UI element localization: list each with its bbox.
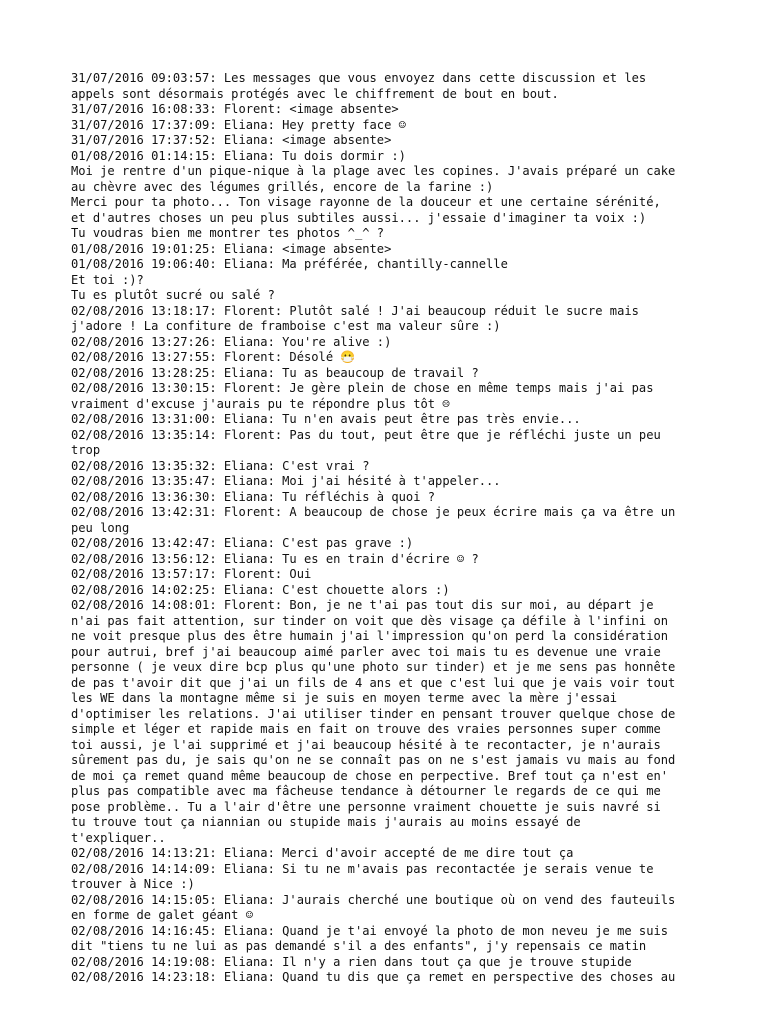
- transcript-line: 02/08/2016 13:28:25: Eliana: Tu as beaucoup de travail ?: [71, 365, 479, 380]
- transcript-line: pour autrui, bref j'ai beaucoup aimé parler avec toi mais tu es devenue une vraie: [71, 644, 661, 659]
- transcript-line: sûrement pas du, je sais qu'on ne se connaît pas on ne s'est jamais vu mais au fond: [71, 753, 676, 767]
- transcript-line: 02/08/2016 13:42:47: Eliana: C'est pas grave :): [71, 536, 414, 550]
- transcript-line: de moi ça remet quand même beaucoup de chose en perpective. Bref tout ça n'est en': [71, 768, 669, 783]
- transcript-line: 01/08/2016 19:06:40: Eliana: Ma préférée, chantilly-cannelle: [71, 257, 508, 271]
- transcript-line: tu trouve tout ça niannian ou stupide mais j'aurais au moins essayé de: [71, 815, 581, 829]
- transcript-line: d'optimiser les relations. J'ai utiliser tinder en pensant trouver quelque chose de: [71, 706, 676, 721]
- transcript-line: 02/08/2016 14:19:08: Eliana: Il n'y a rien dans tout ça que je trouve stupide: [71, 954, 632, 969]
- transcript-line: 31/07/2016 17:37:52: Eliana: <image absente>: [71, 133, 392, 147]
- transcript-line: 02/08/2016 13:42:31: Florent: A beaucoup de chose je peux écrire mais ça va être un: [71, 505, 676, 519]
- transcript-line: 02/08/2016 13:35:32: Eliana: C'est vrai ?: [71, 458, 370, 473]
- transcript-line: de pas t'avoir dit que j'ai un fils de 4 ans et que c'est lui que je vais voir tout: [71, 675, 676, 690]
- transcript-line: trop: [71, 443, 101, 457]
- transcript-line: 02/08/2016 13:31:00: Eliana: Tu n'en avais peut être pas très envie...: [71, 412, 581, 426]
- transcript-line: 01/08/2016 19:01:25: Eliana: <image absente>: [71, 241, 392, 256]
- transcript-line: au chèvre avec des légumes grillés, encore de la farine :): [71, 179, 494, 194]
- transcript-line: plus pas compatible avec ma fâcheuse tendance à détourner le regards de ce qui me: [71, 784, 661, 798]
- transcript-line: 02/08/2016 14:13:21: Eliana: Merci d'avoir accepté de me dire tout ça: [71, 846, 574, 860]
- transcript-line: Et toi :)?: [71, 272, 144, 287]
- transcript-line: 31/07/2016 17:37:09: Eliana: Hey pretty face ☺: [71, 117, 406, 132]
- transcript-line: 02/08/2016 13:35:47: Eliana: Moi j'ai hésité à t'appeler...: [71, 474, 501, 488]
- transcript-line: 02/08/2016 13:36:30: Eliana: Tu réfléchis à quoi ?: [71, 489, 436, 504]
- transcript-line: 02/08/2016 14:14:09: Eliana: Si tu ne m'avais pas recontactée je serais venue te: [71, 861, 654, 876]
- transcript-line: 02/08/2016 13:35:14: Florent: Pas du tout, peut être que je réfléchi juste un peu: [71, 427, 661, 442]
- transcript-line: en forme de galet géant ☺: [71, 908, 254, 922]
- transcript-line: 31/07/2016 16:08:33: Florent: <image absente>: [71, 102, 399, 116]
- transcript-line: Tu voudras bien me montrer tes photos ^_^ ?: [71, 226, 385, 240]
- transcript-line: 02/08/2016 14:16:45: Eliana: Quand je t'ai envoyé la photo de mon neveu je me suis: [71, 923, 669, 938]
- transcript-line: Moi je rentre d'un pique-nique à la plage avec les copines. J'avais préparé un cake: [71, 164, 676, 178]
- transcript-line: toi aussi, je l'ai supprimé et j'ai beaucoup hésité à te recontacter, je n'aurais: [71, 737, 661, 752]
- chat-transcript: [71, 71, 711, 986]
- transcript-line: 02/08/2016 14:23:18: Eliana: Quand tu dis que ça remet en perspective des choses au: [71, 970, 676, 984]
- transcript-line: trouver à Nice :): [71, 877, 195, 891]
- transcript-line: vraiment d'excuse j'aurais pu te répondre plus tôt ☹: [71, 396, 450, 411]
- transcript-line: 02/08/2016 13:56:12: Eliana: Tu es en train d'écrire ☺ ?: [71, 551, 479, 566]
- transcript-line: 02/08/2016 14:02:25: Eliana: C'est chouette alors :): [71, 582, 450, 597]
- transcript-line: les WE dans la montagne même si je suis en moyen terme avec la mère j'essai: [71, 691, 618, 705]
- transcript-line: ne voit presque plus des être humain j'ai l'impression qu'on perd la considération: [71, 629, 669, 643]
- transcript-line: 02/08/2016 14:15:05: Eliana: J'aurais cherché une boutique où on vend des fauteuils: [71, 892, 676, 907]
- transcript-line: dit "tiens tu ne lui as pas demandé s'il a des enfants", j'y repensais ce matin: [71, 939, 647, 953]
- transcript-line: 02/08/2016 13:57:17: Florent: Oui: [71, 567, 312, 581]
- transcript-line: personne ( je veux dire bcp plus qu'une photo sur tinder) et je me sens pas honnête: [71, 660, 676, 674]
- transcript-line: n'ai pas fait attention, sur tinder on voit que dès visage ça défile à l'infini on: [71, 613, 669, 628]
- transcript-line: simple et léger et rapide mais en fait on trouve des vraies personnes super comme: [71, 722, 661, 736]
- transcript-line: 02/08/2016 14:08:01: Florent: Bon, je ne t'ai pas tout dis sur moi, au départ je: [71, 598, 654, 612]
- transcript-line: appels sont désormais protégés avec le chiffrement de bout en bout.: [71, 86, 559, 101]
- transcript-line: Tu es plutôt sucré ou salé ?: [71, 288, 275, 302]
- transcript-line: et d'autres choses un peu plus subtiles aussi... j'essaie d'imaginer ta voix :): [71, 210, 647, 225]
- transcript-line: pose problème.. Tu a l'air d'être une personne vraiment chouette je suis navré si: [71, 799, 661, 814]
- transcript-line: Merci pour ta photo... Ton visage rayonne de la douceur et une certaine sérénité,: [71, 195, 661, 209]
- transcript-line: t'expliquer..: [71, 830, 166, 845]
- transcript-line: peu long: [71, 520, 130, 535]
- transcript-line: 02/08/2016 13:18:17: Florent: Plutôt salé ! J'ai beaucoup réduit le sucre mais: [71, 303, 639, 318]
- transcript-line: 02/08/2016 13:27:55: Florent: Désolé 😷: [71, 350, 356, 364]
- transcript-line: 01/08/2016 01:14:15: Eliana: Tu dois dormir :): [71, 148, 406, 163]
- transcript-line: 02/08/2016 13:30:15: Florent: Je gère plein de chose en même temps mais j'ai pas: [71, 381, 654, 395]
- transcript-line: j'adore ! La confiture de framboise c'est ma valeur sûre :): [71, 319, 501, 333]
- transcript-line: 02/08/2016 13:27:26: Eliana: You're alive :): [71, 334, 392, 349]
- transcript-line: 31/07/2016 09:03:57: Les messages que vous envoyez dans cette discussion et les: [71, 71, 647, 85]
